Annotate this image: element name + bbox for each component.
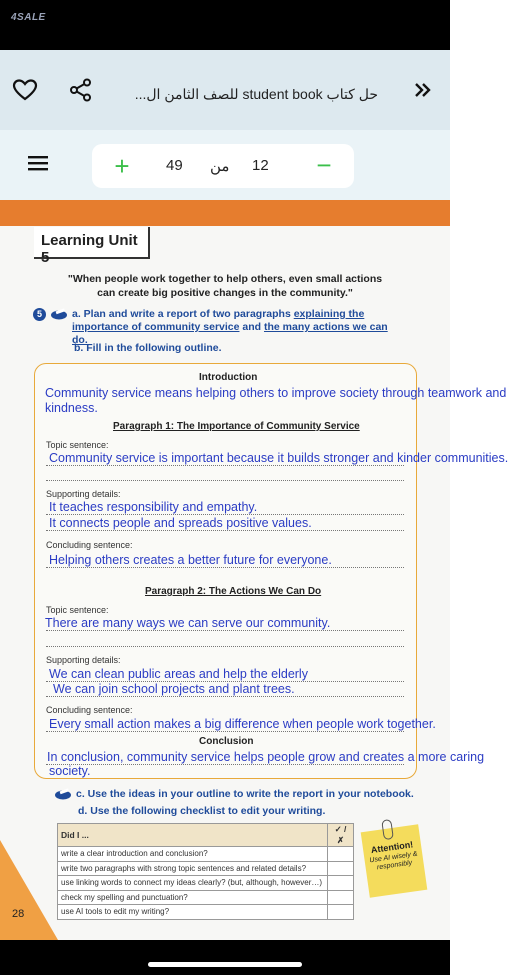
task-a-link-1: explaining the importance of community service xyxy=(72,308,365,333)
p1-topic-sentence: Community service is important because it builds stronger and kinder communities. xyxy=(49,451,508,465)
checklist-item: write two paragraphs with strong topic sentences and related details? xyxy=(58,861,328,876)
checklist-mark-cell[interactable] xyxy=(328,861,354,876)
page-number: 28 xyxy=(12,908,25,920)
checklist-header-row xyxy=(58,824,354,847)
share-icon[interactable] xyxy=(66,75,96,105)
quote: "When people work together to help others, even small actions can create big positive changes in the community." xyxy=(67,273,383,299)
p1-concluding-label: Concluding sentence: xyxy=(46,540,133,550)
p1-topic-label: Topic sentence: xyxy=(46,440,109,450)
home-indicator[interactable] xyxy=(148,962,302,967)
p2-topic-sentence: There are many ways we can serve our community. xyxy=(45,616,331,630)
p1-detail-2: It connects people and spreads positive values. xyxy=(49,516,312,530)
table-row xyxy=(58,861,354,876)
status-bar xyxy=(0,0,450,50)
checklist-mark-cell[interactable] xyxy=(328,890,354,905)
current-page[interactable]: 12 xyxy=(252,157,269,174)
previous-page-button[interactable]: − xyxy=(316,150,332,180)
task-d: d. Use the following checklist to edit your writing. xyxy=(78,805,326,817)
app-header xyxy=(0,50,450,130)
dotted-line xyxy=(46,530,404,531)
page-stepper xyxy=(92,144,354,188)
dotted-line xyxy=(46,567,404,568)
page-corner-decoration xyxy=(0,840,58,940)
double-chevron-icon[interactable] xyxy=(408,75,438,105)
checklist-item: use linking words to connect my ideas clearly? (but, although, however…) xyxy=(58,876,328,891)
intro-text-line-2: kindness. xyxy=(45,401,98,415)
p1-supporting-label: Supporting details: xyxy=(46,489,121,499)
dotted-line xyxy=(46,480,404,481)
task-a-mid: and xyxy=(239,321,264,333)
dotted-line xyxy=(46,731,404,732)
table-row xyxy=(58,876,354,891)
p2-detail-1: We can clean public areas and help the elderly xyxy=(49,667,308,681)
paragraph-1-heading: Paragraph 1: The Importance of Community Service xyxy=(113,421,360,432)
system-nav-bar xyxy=(0,940,450,975)
table-row xyxy=(58,890,354,905)
paperclip-icon xyxy=(381,819,394,840)
dotted-line xyxy=(46,630,404,631)
checklist-item: check my spelling and punctuation? xyxy=(58,890,328,905)
p2-concluding-label: Concluding sentence: xyxy=(46,705,133,715)
checklist-item: write a clear introduction and conclusion? xyxy=(58,847,328,862)
conclusion-text-line-1: In conclusion, community service helps people grow and creates a more caring xyxy=(47,750,485,764)
table-row xyxy=(58,905,354,920)
checklist-mark-header: ✓ / ✗ xyxy=(328,824,354,847)
dotted-line xyxy=(46,646,404,647)
conclusion-text-line-2: society. xyxy=(49,764,91,778)
p2-detail-2: We can join school projects and plant trees. xyxy=(53,682,295,696)
attention-title: Attention! xyxy=(370,839,414,856)
task-c xyxy=(54,788,414,800)
p2-concluding-sentence: Every small action makes a big difference when people work together. xyxy=(49,717,436,731)
task-a-prefix: a. Plan and write a report of two paragraphs xyxy=(72,308,294,320)
p1-concluding-sentence: Helping others creates a better future for everyone. xyxy=(49,553,332,567)
checklist-table xyxy=(57,823,354,920)
checklist-mark-cell[interactable] xyxy=(328,847,354,862)
attention-text: Use AI wisely & responsibly xyxy=(369,850,418,872)
paragraph-2-heading: Paragraph 2: The Actions We Can Do xyxy=(145,586,322,597)
task-number-badge: 5 xyxy=(33,308,46,321)
total-pages: 49 xyxy=(166,157,183,174)
page-control-bar xyxy=(0,130,450,200)
attention-note xyxy=(361,824,428,897)
unit-title: Learning Unit 5 xyxy=(34,227,150,259)
conclusion-heading: Conclusion xyxy=(199,736,254,747)
hamburger-icon xyxy=(26,153,50,173)
heart-icon[interactable] xyxy=(10,75,40,105)
document-title: حل كتاب student book للصف الثامن ال... xyxy=(134,86,378,102)
next-page-button[interactable]: + xyxy=(114,151,130,181)
outline-box xyxy=(34,363,508,779)
pager-of-label: من xyxy=(210,158,230,175)
app-logo: 4SALE xyxy=(11,12,46,23)
book-page xyxy=(0,200,508,940)
intro-text-line-1: Community service means helping others to improve society through teamwork and xyxy=(45,386,507,400)
task-b: b. Fill in the following outline. xyxy=(74,342,222,354)
p2-supporting-label: Supporting details: xyxy=(46,655,121,665)
checklist-mark-cell[interactable] xyxy=(328,905,354,920)
checklist-mark-cell[interactable] xyxy=(328,876,354,891)
p1-detail-1: It teaches responsibility and empathy. xyxy=(49,500,258,514)
dotted-line xyxy=(46,764,404,765)
dotted-line xyxy=(46,696,404,697)
pencil-hand-icon xyxy=(50,308,68,320)
menu-button[interactable] xyxy=(20,145,56,181)
task-c-text: c. Use the ideas in your outline to write the report in your notebook. xyxy=(76,788,414,800)
dotted-line xyxy=(46,465,404,466)
checklist-header: Did I ... xyxy=(58,824,328,847)
pencil-hand-icon xyxy=(54,788,72,800)
task-a-link-2: the many actions we can do. xyxy=(72,321,388,346)
dotted-line xyxy=(46,514,404,515)
header-band xyxy=(0,200,450,226)
introduction-heading: Introduction xyxy=(199,372,258,383)
table-row xyxy=(58,847,354,862)
p2-topic-label: Topic sentence: xyxy=(46,605,109,615)
checklist-item: use AI tools to edit my writing? xyxy=(58,905,328,920)
